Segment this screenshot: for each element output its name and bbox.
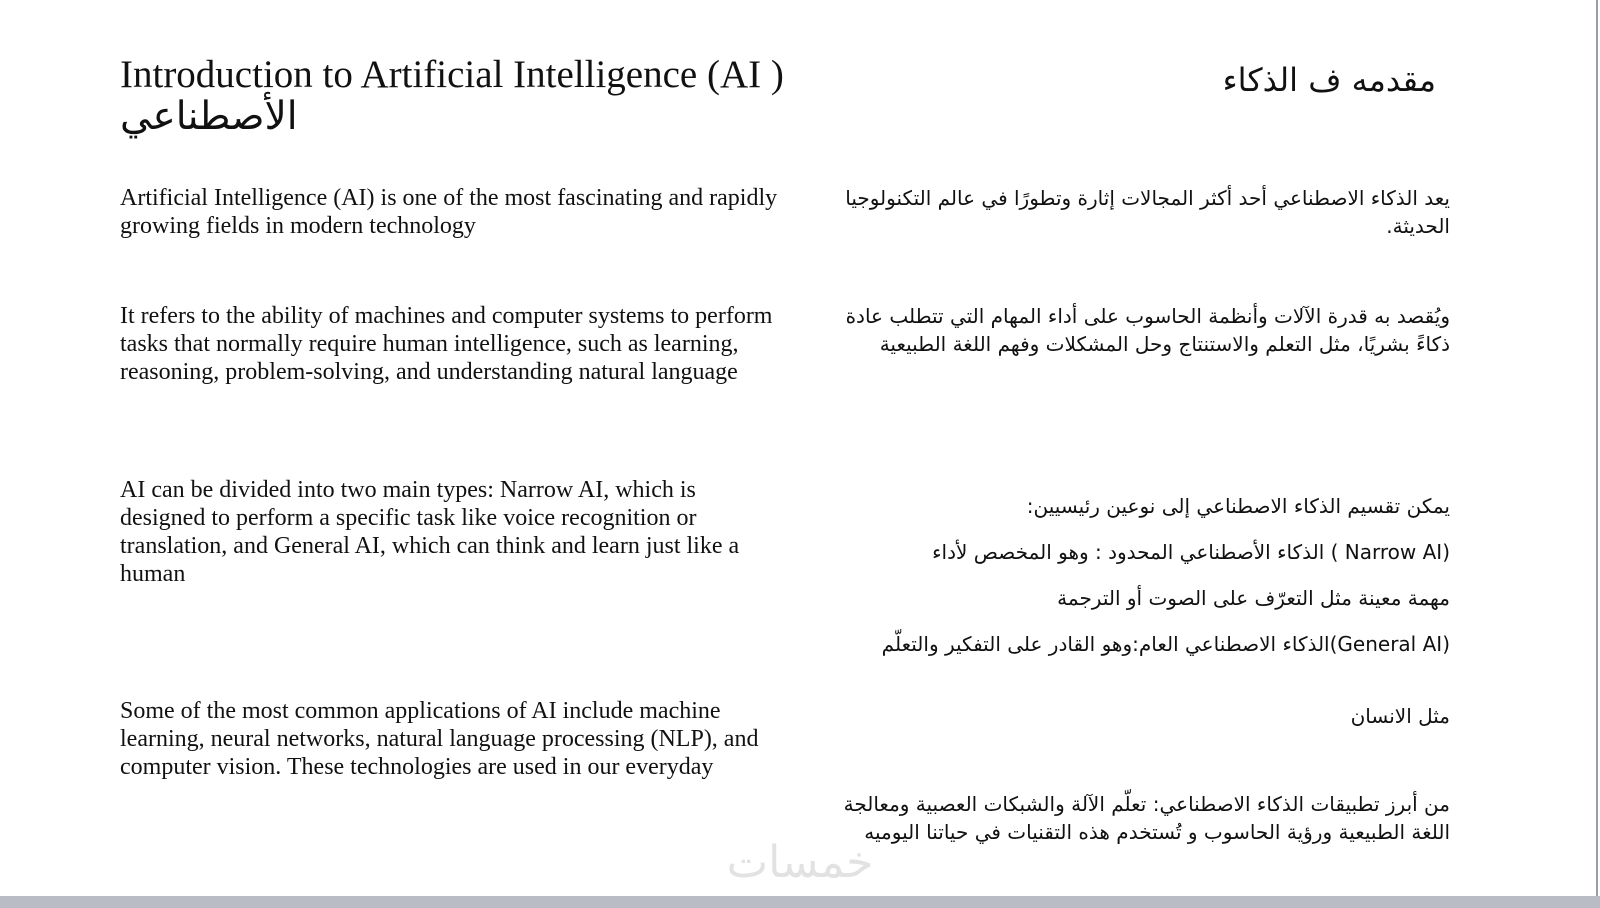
arabic-title: مقدمه ف الذكاء: [1222, 61, 1436, 99]
english-paragraph-types: AI can be divided into two main types: Narrow AI, which is designed to perform a specific task like voice recognition or translation, and General AI, which can think and learn just like a human: [120, 477, 740, 587]
arabic-paragraph-narrow-ai-cont: مهمة معينة مثل التعرّف على الصوت أو الترجمة: [1057, 586, 1450, 610]
english-title: Introduction to Artificial Intelligence (AI ) الأصطناعي: [120, 53, 784, 138]
arabic-paragraph-narrow-ai: (Narrow AI ) الذكاء الأصطناعي المحدود : وهو المخصص لأداء: [932, 540, 1450, 564]
arabic-paragraph-types-heading: يمكن تقسيم الذكاء الاصطناعي إلى نوعين رئيسيين:: [1026, 494, 1450, 518]
arabic-paragraph-applications: من أبرز تطبيقات الذكاء الاصطناعي: تعلّم الآلة والشبكات العصبية ومعالجة اللغة الطبيعية ورؤية الحاسوب و تُستخدم هذه التقنيات في حياتنا اليوميه: [843, 792, 1450, 844]
english-paragraph-applications: Some of the most common applications of AI include machine learning, neural networks, natural language processing (NLP), and computer vision. These technologies are used in our everyday: [120, 698, 759, 780]
arabic-paragraph-definition: ويُقصد به قدرة الآلات وأنظمة الحاسوب على أداء المهام التي تتطلب عادة ذكاءً بشريًا، مثل التعلم والاستنتاج وحل المشكلات وفهم اللغة الطبيعية: [845, 304, 1450, 356]
bottom-scroll-bar[interactable]: [0, 896, 1600, 908]
english-paragraph-definition: It refers to the ability of machines and computer systems to perform tasks that normally require human intelligence, such as learning, reasoning, problem-solving, and understanding natural language: [120, 303, 773, 385]
khamsat-watermark: خمسات: [726, 837, 874, 888]
arabic-paragraph-intro: يعد الذكاء الاصطناعي أحد أكثر المجالات إثارة وتطورًا في عالم التكنولوجيا الحديثة.: [845, 186, 1450, 238]
arabic-paragraph-general-ai: (General AI)الذكاء الاصطناعي العام:وهو القادر على التفكير والتعلّم: [881, 632, 1450, 656]
page-edge-divider: [1596, 0, 1598, 896]
english-paragraph-intro: Artificial Intelligence (AI) is one of the most fascinating and rapidly growing fields in modern technology: [120, 185, 778, 239]
arabic-paragraph-general-ai-cont: مثل الانسان: [1350, 704, 1450, 728]
